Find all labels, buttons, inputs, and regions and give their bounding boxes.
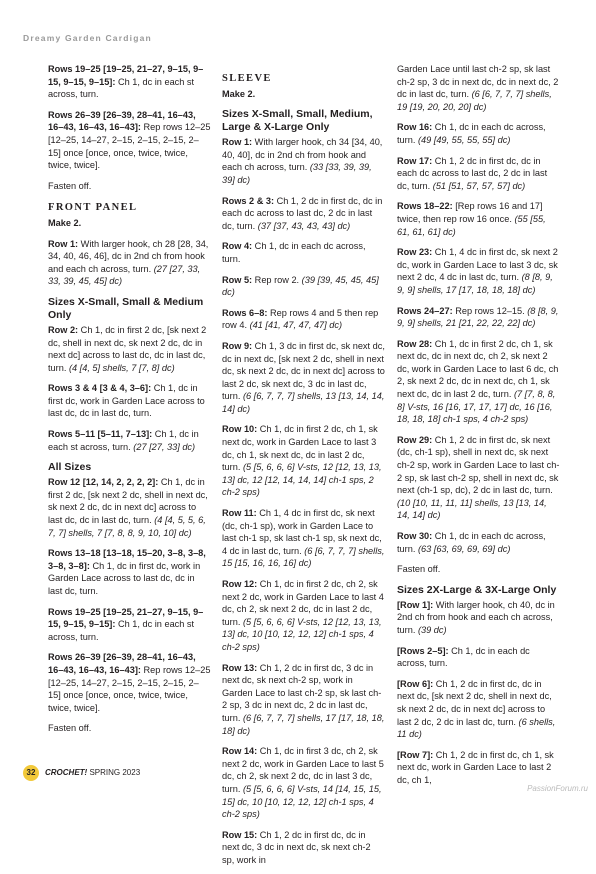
row-text: Ch 1, 3 dc in first dc, sk next dc, dc in next dc, [sk next 2 dc, shell in next dc, sk next 2 dc, dc in next dc] across to last 2 dc, sk next dc, 3 dc in last dc, turn. <box>222 340 385 402</box>
row-instruction <box>222 745 385 821</box>
row-text: Ch 1, dc in each dc across, turn. <box>222 241 366 264</box>
row-instruction <box>48 382 211 420</box>
size-subheading: All Sizes <box>48 461 92 474</box>
row-instruction <box>222 195 385 233</box>
row-text: Ch 1, dc in each dc across, turn. <box>397 122 546 145</box>
magazine-name: CROCHET! <box>45 768 88 777</box>
row-text: With larger hook, ch 34 [34, 40, 40, 40], dc in 2nd ch from hook and each ch across, turn. <box>222 137 383 173</box>
watermark: PassionForum.ru <box>527 784 588 793</box>
row-text: Ch 1, dc in each dc across, turn. <box>397 645 530 669</box>
row-label: Row 5: <box>222 274 253 285</box>
row-label: Row 16: <box>397 122 433 133</box>
row-instruction <box>222 662 385 738</box>
row-instruction <box>222 578 385 654</box>
row-text: Ch 1, 2 dc in first dc, 3 dc in next dc, sk next ch-2 sp, work in Garden Lace to last ch-2 sp, sk last ch-2 sp, 3 dc in next dc, 2 dc in last dc, turn. <box>222 662 382 723</box>
row-instruction <box>48 324 211 374</box>
row-text: Ch 1, dc in each st across, turn. <box>48 619 195 642</box>
row-instruction <box>48 109 211 172</box>
running-head: Dreamy Garden Cardigan <box>23 33 152 43</box>
row-label: Row 1: <box>222 137 253 148</box>
row-text: Ch 1, dc in each dc across, turn. <box>397 531 546 554</box>
stitch-count: (10 [10, 11, 11, 11] shells, 13 [13, 14, 14, 14] dc) <box>397 497 547 521</box>
column-2 <box>222 63 385 874</box>
stitch-count: (8 [8, 9, 9, 9] shells, 17 [17, 18, 18, 18] dc) <box>397 272 553 295</box>
row-text: Ch 1, dc in first 2 dc, [sk next 2 dc, shell in next dc, sk next 2 dc, dc in next dc] across to last dc, dc in last dc, turn. <box>48 324 207 373</box>
row-label: Row 14: <box>222 746 258 757</box>
row-label: Row 30: <box>397 531 433 541</box>
stitch-count: (6 shells, 11 dc) <box>397 716 556 740</box>
stitch-count: (27 [27, 33] dc) <box>130 441 196 452</box>
row-text: Rep rows 12–25 [12–25, 14–27, 2–15, 2–15, 2–15, 2–15] once [once, once, twice, twice, twice, twice]. <box>48 122 211 171</box>
row-label: Rows 13–18 [13–18, 15–20, 3–8, 3–8, 3–8, 3–8]: <box>48 548 206 571</box>
row-text: Ch 1, 4 dc in first dc, sk next (dc, ch-1 sp), work in Garden Lace to last ch-1 sp, sk last ch-1 sp, sk next dc, 4 dc in last dc, turn. <box>222 508 382 556</box>
row-label: Rows 18–22: <box>397 201 453 212</box>
row-instruction <box>397 338 560 426</box>
row-instruction <box>222 307 385 332</box>
row-instruction <box>397 749 560 787</box>
stitch-count: (63 [63, 69, 69, 69] dc) <box>415 543 511 554</box>
row-instruction <box>222 423 385 499</box>
row-label: Row 17: <box>397 155 433 166</box>
row-instruction <box>397 305 560 330</box>
row-label: Row 1: <box>48 238 79 249</box>
row-label: Rows 26–39 [26–39, 28–41, 16–43, 16–43, 16–43, 16–43]: <box>48 652 196 675</box>
stitch-count: (55 [55, 61, 61, 61] dc) <box>397 213 546 237</box>
row-instruction <box>397 678 560 741</box>
row-label: Row 28: <box>397 338 433 349</box>
stitch-count: (6 [6, 7, 7, 7] shells, 13 [13, 14, 14, 14] dc) <box>222 391 385 414</box>
page-number: 32 <box>23 765 39 781</box>
row-text: Ch 1, dc in first 2 dc, [sk next 2 dc, shell in next dc, sk next 2 dc, dc in next dc] across to last dc, dc in last dc, turn. <box>48 477 208 526</box>
row-label: Row 9: <box>222 340 253 351</box>
row-instruction <box>397 121 560 146</box>
row-text: Rep rows 12–15. <box>452 305 525 316</box>
stitch-count: (5 [5, 6, 6, 6] V-sts, 12 [12, 13, 13, 13] dc, 12 [12, 14, 14, 14] ch-1 sps, 2 ch-2 sps) <box>222 462 382 498</box>
stitch-count: (6 [6, 7, 7, 7] shells, 15 [15, 16, 16, 16] dc) <box>222 545 385 569</box>
row-label: [Row 7]: <box>397 749 434 760</box>
row-instruction <box>222 507 385 570</box>
row-text: Ch 1, dc in each st across, turn. <box>48 76 195 100</box>
size-subheading: Sizes X-Small, Small & Medium Only <box>48 295 204 321</box>
stitch-count: (6 [6, 7, 7, 7] shells, 19 [19, 20, 20, 20] dc) <box>397 89 552 112</box>
row-text: Ch 1, dc in first dc, work in Garden Lace across to last dc, dc in last dc, turn. <box>48 383 205 419</box>
stitch-count: (39 [39, 45, 45, 45] dc) <box>222 274 379 298</box>
row-instruction <box>48 547 211 597</box>
row-text: Ch 1, 2 dc in first dc, dc in each dc across to last dc, 2 dc in last dc, turn. <box>397 155 548 191</box>
row-label: Rows 5–11 [5–11, 7–13]: <box>48 429 153 440</box>
section-heading: FRONT PANEL <box>48 202 138 214</box>
row-label: Rows 24–27: <box>397 305 453 316</box>
row-instruction <box>48 238 211 288</box>
row-instruction <box>222 829 385 867</box>
row-instruction <box>397 63 560 113</box>
row-label: Rows 26–39 [26–39, 28–41, 16–43, 16–43, 16–43, 16–43]: <box>48 109 196 133</box>
row-instruction <box>397 645 560 670</box>
stitch-count: (7 [7, 8, 8, 8] V-sts, 16 [16, 17, 17, 17] dc, 16 [16, 18, 18, 18] ch-1 sps, 4 ch-2 sps) <box>397 389 556 425</box>
row-label: Rows 2 & 3: <box>222 195 275 206</box>
row-text: Ch 1, dc in each st across, turn. <box>48 429 199 452</box>
stitch-count: (4 [4, 5, 5, 6, 7, 7] shells, 7 [7, 8, 8, 9, 10, 10] dc) <box>48 515 206 538</box>
row-label: Row 13: <box>222 662 258 673</box>
row-label: [Row 6]: <box>397 678 434 689</box>
row-instruction <box>222 240 385 265</box>
row-instruction <box>397 246 560 296</box>
row-label: Row 12: <box>222 579 258 589</box>
row-label: Row 11: <box>222 508 257 519</box>
row-instruction <box>397 200 560 238</box>
stitch-count: (33 [33, 39, 39, 39] dc) <box>222 162 372 185</box>
row-text: Ch 1, dc in first 2 dc, ch 1, sk next dc, work in Garden Lace to last 3 dc, ch 1, sk next dc, dc in last 2 dc, turn. <box>222 424 378 473</box>
stitch-count: (39 dc) <box>415 624 447 635</box>
row-text: Rep rows 12–25 [12–25, 14–27, 2–15, 2–15, 2–15, 2–15] once [once, once, twice, twice, twice, twice]. <box>48 664 211 713</box>
stitch-count: (51 [51, 57, 57, 57] dc) <box>430 180 526 191</box>
row-text: Ch 1, 4 dc in first dc, sk next 2 dc, work in Garden Lace to last 3 dc, sk next 2 dc, 4 dc in last dc, turn. <box>397 247 558 283</box>
row-text: Ch 1, 2 dc in first dc, ch 1, sk next dc, work in Garden Lace to last 2 dc, ch 1, <box>397 749 554 785</box>
stitch-count: (37 [37, 43, 43, 43] dc) <box>255 220 351 231</box>
row-instruction <box>222 274 385 299</box>
column-1 <box>48 63 211 743</box>
row-instruction <box>222 136 385 186</box>
row-label: Rows 19–25 [19–25, 21–27, 9–15, 9–15, 9–15, 9–15]: <box>48 64 204 87</box>
row-label: [Rows 2–5]: <box>397 645 449 656</box>
section-heading: SLEEVE <box>222 73 272 84</box>
page-footer <box>23 765 140 781</box>
row-instruction <box>397 155 560 193</box>
row-label: Rows 6–8: <box>222 307 268 318</box>
instruction-note: Fasten off. <box>48 180 92 191</box>
row-instruction <box>48 428 211 453</box>
column-3 <box>397 63 560 795</box>
stitch-count: (4 [4, 5] shells, 7 [7, 8] dc) <box>66 362 175 373</box>
stitch-count: (41 [41, 47, 47, 47] dc) <box>247 320 343 331</box>
row-text: Ch 1, dc in first 2 dc, ch 1, sk next dc, dc in next dc, ch 2, sk next 2 dc, work in Garden Lace to last 6 dc, ch 2, sk next 2 dc, dc in next dc, ch 1, sk next dc, dc in last 2 dc, turn. <box>397 338 559 400</box>
issue-label: SPRING 2023 <box>89 768 141 777</box>
row-text: Rep row 2. <box>252 274 300 285</box>
row-text: Ch 1, 2 dc in first dc, dc in next dc, [sk next 2 dc, shell in next dc, sk next 2 dc, dc in next dc] across to last 2 dc, 2 dc in last dc, turn. <box>397 678 552 727</box>
stitch-count: (6 [6, 7, 7, 7] shells, 17 [17, 18, 18, 18] dc) <box>222 712 385 736</box>
row-label: Row 4: <box>222 241 253 252</box>
row-text: Ch 1, 2 dc in first dc, dc in each dc across to last dc, 2 dc in last dc, turn. <box>222 195 383 231</box>
row-instruction <box>48 63 211 101</box>
instruction-note: Fasten off. <box>397 564 441 575</box>
row-text: Garden Lace until last ch-2 sp, sk last ch-2 sp, 3 dc in next dc, dc in next dc, 2 dc in last dc, turn. <box>397 64 559 100</box>
row-label: Row 15: <box>222 829 258 840</box>
row-label: Row 12 [12, 14, 2, 2, 2, 2]: <box>48 477 159 488</box>
make-count: Make 2. <box>48 217 82 228</box>
row-instruction <box>48 651 211 714</box>
row-text: With larger hook, ch 28 [28, 34, 34, 40, 46, 46], dc in 2nd ch from hook and each ch across, turn. <box>48 238 209 274</box>
size-subheading: Sizes X-Small, Small, Medium, Large & X-Large Only <box>222 108 373 134</box>
row-label: Row 23: <box>397 247 433 258</box>
row-instruction <box>222 340 385 416</box>
row-text: With larger hook, ch 40, dc in 2nd ch from hook and each ch across, turn. <box>397 599 555 635</box>
row-label: Row 2: <box>48 324 79 335</box>
row-instruction <box>397 599 560 637</box>
row-text: Rep rows 4 and 5 then rep row 4. <box>222 307 379 331</box>
row-text: [Rep rows 16 and 17] twice, then rep row 16 once. <box>397 201 543 224</box>
stitch-count: (8 [8, 9, 9, 9] shells, 21 [21, 22, 22, 22] dc) <box>397 305 559 329</box>
instruction-note: Fasten off. <box>48 723 92 734</box>
row-instruction <box>397 434 560 522</box>
row-instruction <box>48 606 211 644</box>
row-instruction <box>48 476 211 539</box>
stitch-count: (5 [5, 6, 6, 6] V-sts, 14 [14, 15, 15, 15] dc, 10 [10, 12, 12, 12] ch-1 sps, 4 ch-2 sps) <box>222 783 382 820</box>
row-text: Ch 1, 2 dc in first dc, sk next (dc, ch-1 sp), shell in next dc, sk next ch-2 sp, work in Garden Lace to last ch-2 sp, sk last ch-2 sp, shell in next dc, sk next (ch-1 sp, dc), 2 dc in last dc, turn. <box>397 434 560 496</box>
size-subheading: Sizes 2X-Large & 3X-Large Only <box>397 583 557 596</box>
row-instruction <box>397 530 560 555</box>
stitch-count: (27 [27, 33, 33, 39, 45, 45] dc) <box>48 263 201 287</box>
row-label: Row 10: <box>222 424 258 435</box>
row-label: [Row 1]: <box>397 599 434 610</box>
make-count: Make 2. <box>222 88 256 99</box>
row-text: Ch 1, dc in first 3 dc, ch 2, sk next 2 dc, work in Garden Lace to last 5 dc, ch 2, sk next 2 dc, dc in last 3 dc, turn. <box>222 746 384 794</box>
row-text: Ch 1, 2 dc in first dc, dc in next dc, 3 dc in next dc, sk next ch-2 sp, work in <box>222 829 371 865</box>
stitch-count: (5 [5, 6, 6, 6] V-sts, 12 [12, 13, 13, 13] dc, 10 [10, 12, 12, 12] ch-1 sps, 4 ch-2 sps) <box>222 616 382 652</box>
row-text: Ch 1, dc in first dc, work in Garden Lace across to last dc, dc in last dc, turn. <box>48 560 201 596</box>
row-label: Rows 19–25 [19–25, 21–27, 9–15, 9–15, 9–15, 9–15]: <box>48 606 204 630</box>
row-text: Ch 1, dc in first 2 dc, ch 2, sk next 2 dc, work in Garden Lace to last 4 dc, ch 2, sk next 2 dc, dc in last 2 dc, turn. <box>222 579 384 627</box>
row-label: Rows 3 & 4 [3 & 4, 3–6]: <box>48 383 152 394</box>
stitch-count: (49 [49, 55, 55, 55] dc) <box>415 134 511 145</box>
row-label: Row 29: <box>397 434 433 445</box>
